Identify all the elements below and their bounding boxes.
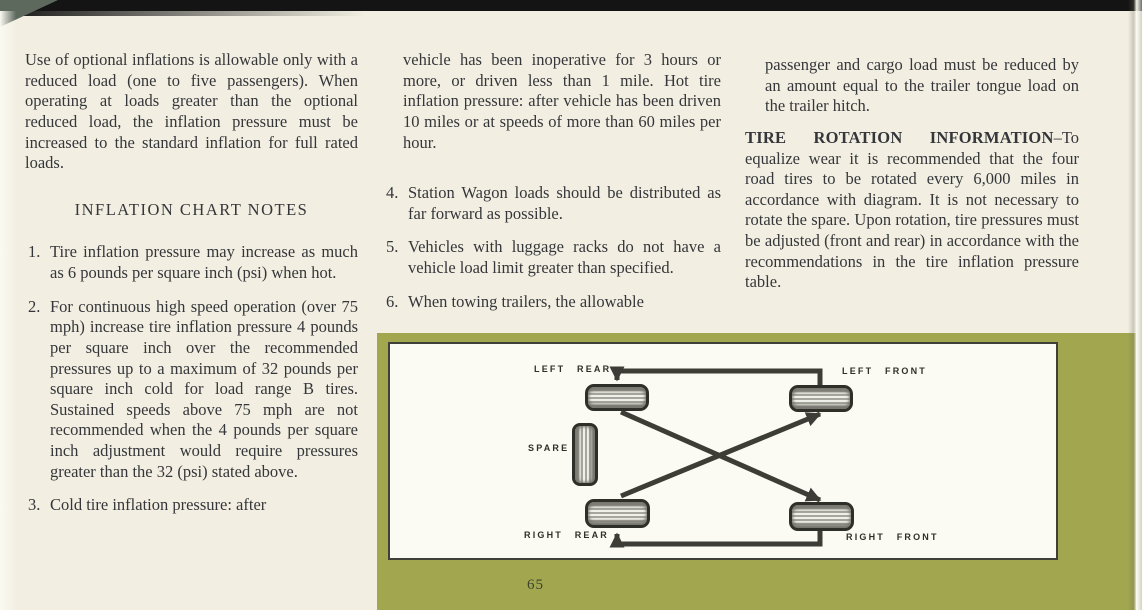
spare-label: SPARE (528, 443, 570, 453)
right-rear-label: RIGHT REAR (524, 530, 609, 540)
column-left (25, 50, 358, 529)
left-front-label: LEFT FRONT (842, 366, 927, 376)
item-number: 5. (386, 237, 399, 257)
item-text: For continuous high speed operation (over 75 mph) increase tire inflation pressure 4 pounds per square inch over the recommended pressures up to a maximum of 32 pounds per square inch cold for load range B tires. Sustained speeds above 75 mph are not recommended when the 4 pounds per square inch adjustment would require pressures greater than the 32 (psi) stated above. (50, 296, 358, 481)
tire-rotation-heading: TIRE ROTATION INFORMATION (745, 127, 1054, 147)
tire-rotation-body: –To equalize wear it is recommended that the four road tires to be rotated every 6,000 miles in accordance with diagram. It is not necessary to rotate the spare. Upon rotation, tire pressures must be adjusted (front and rear) in accordance with the recommendations in the tire inflation pressure table. (745, 127, 1079, 292)
item-3-continuation: vehicle has been inoperative for 3 hours or more, or driven less than 1 mile. Hot tire inflation pressure: after vehicle has been driven 10 miles or at speeds of more than 60 miles per hour. (403, 50, 721, 152)
item-number: 6. (386, 291, 399, 311)
tire-rotation-paragraph (745, 128, 1079, 293)
list-item-2 (25, 297, 358, 483)
left-rear-label: LEFT REAR (534, 364, 612, 374)
item-text: Station Wagon loads should be distributed as far forward as possible. (408, 183, 721, 223)
page-number: 65 (527, 577, 544, 593)
list-item-1 (25, 242, 358, 283)
list-item-3 (25, 495, 358, 516)
item-number: 1. (28, 242, 41, 262)
left-rear-tire (585, 384, 649, 411)
item-text: Tire inflation pressure may increase as much as 6 pounds per square inch (psi) when hot. (50, 242, 358, 282)
item-text: Vehicles with luggage racks do not have a vehicle load limit greater than specified. (408, 237, 721, 277)
tire-rotation-diagram (388, 342, 1058, 560)
page-top-edge-shadow (0, 0, 1142, 11)
page-right-edge-shadow (1128, 0, 1142, 610)
list-item-4 (383, 183, 721, 224)
tire-rotation-panel (377, 333, 1136, 610)
left-front-tire (789, 385, 853, 412)
item-number: 2. (28, 296, 41, 316)
right-rear-tire (585, 499, 650, 528)
page-left-edge-highlight (0, 11, 16, 610)
list-item-6 (383, 292, 721, 313)
rotation-arrows (390, 344, 1056, 558)
spare-tire (572, 423, 598, 486)
list-item-5 (383, 237, 721, 278)
item-number: 4. (386, 183, 399, 203)
item-text: Cold tire inflation pressure: after (50, 495, 267, 515)
column-right (745, 55, 1079, 293)
inflation-chart-notes-heading: INFLATION CHART NOTES (74, 199, 309, 219)
column-middle (383, 50, 721, 325)
intro-paragraph: Use of optional inflations is allowable only with a reduced load (one to five passengers). When operating at loads greater than the optional reduced load, the inflation pressure must be increased to the standard inflation for full rated loads. (25, 50, 358, 173)
item-text: When towing trailers, the allowable (408, 291, 644, 311)
right-front-label: RIGHT FRONT (846, 532, 939, 542)
item-number: 3. (28, 495, 41, 515)
item-6-continuation: passenger and cargo load must be reduced by an amount equal to the trailer tongue load on the trailer hitch. (765, 55, 1079, 116)
right-front-tire (789, 502, 854, 531)
page-top-edge-taper (0, 11, 1142, 16)
